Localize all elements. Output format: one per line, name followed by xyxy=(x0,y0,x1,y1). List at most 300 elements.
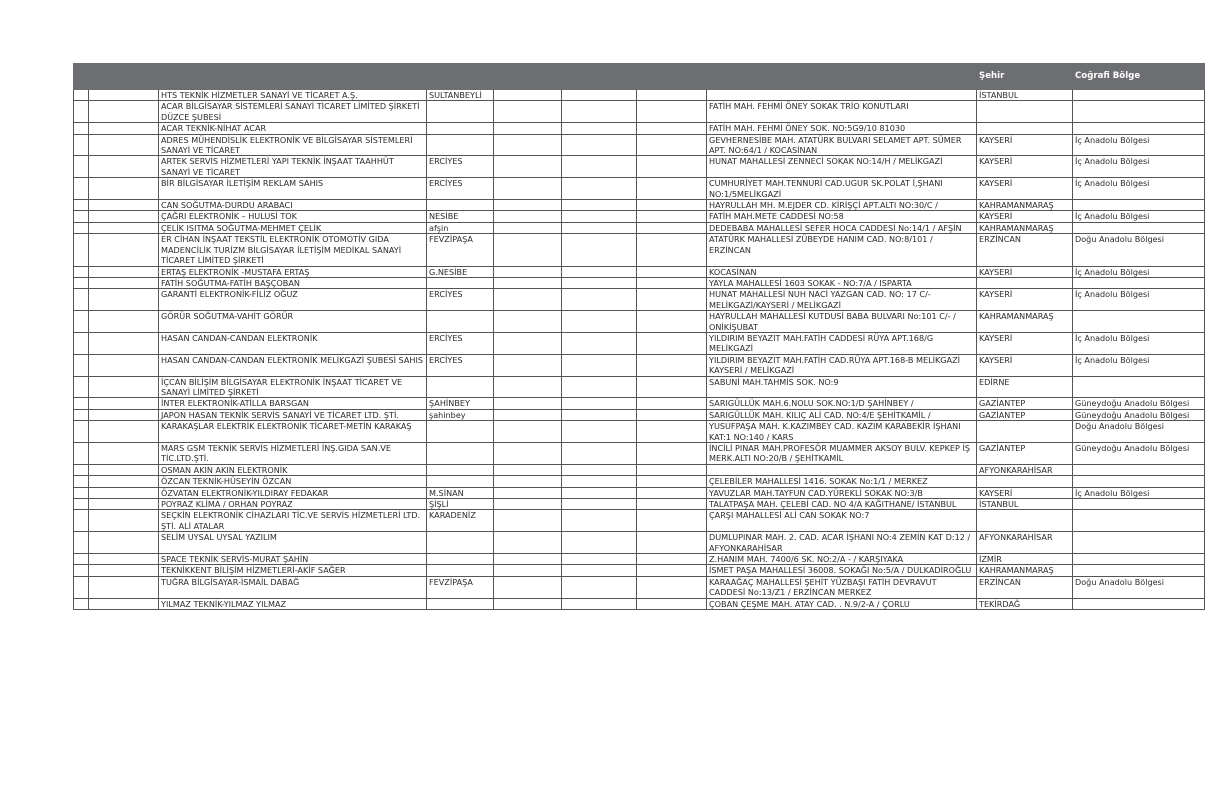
table-row xyxy=(74,200,1205,211)
cell-blank-a xyxy=(89,476,159,487)
cell-blank-d xyxy=(637,510,707,532)
cell-blank-b xyxy=(494,101,562,123)
cell-address: YILDIRIM BEYAZIT MAH.FATİH CAD.RÜYA APT.168-B MELİKGAZİ KAYSERİ / MELİKGAZİ xyxy=(707,354,977,376)
cell-region: Doğu Anadolu Bölgesi xyxy=(1073,576,1205,598)
cell-region: İç Anadolu Bölgesi xyxy=(1073,134,1205,156)
cell-company: ER CİHAN İNŞAAT TEKSTİL ELEKTRONİK OTOMOTİV GIDA MADENCİLİK TURİZM BİLGİSAYAR İLETİŞİM MEDİKAL SANAYİ TİCARET LİMİTED ŞİRKETİ xyxy=(159,234,427,266)
cell-blank-d xyxy=(637,487,707,498)
cell-blank-a xyxy=(89,332,159,354)
row-marker xyxy=(74,332,89,354)
cell-blank-a xyxy=(89,354,159,376)
table-row xyxy=(74,409,1205,420)
table-row xyxy=(74,289,1205,311)
cell-blank-b xyxy=(494,510,562,532)
cell-blank-a xyxy=(89,409,159,420)
cell-company: MARS GSM TEKNİK SERVİS HİZMETLERİ İNŞ.GIDA SAN.VE TİC.LTD.ŞTİ. xyxy=(159,443,427,465)
cell-blank-a xyxy=(89,376,159,398)
table-row xyxy=(74,234,1205,266)
cell-blank-b xyxy=(494,476,562,487)
cell-company: ACAR TEKNİK-NİHAT ACAR xyxy=(159,123,427,134)
header-row xyxy=(74,64,1205,90)
table-row xyxy=(74,464,1205,475)
cell-company: JAPON HASAN TEKNİK SERVİS SANAYİ VE TİCARET LTD. ŞTİ. xyxy=(159,409,427,420)
table-row xyxy=(74,332,1205,354)
cell-region xyxy=(1073,90,1205,101)
cell-region: İç Anadolu Bölgesi xyxy=(1073,332,1205,354)
cell-address: ÇARŞI MAHALLESİ ALİ CAN SOKAK NO:7 xyxy=(707,510,977,532)
cell-region: Doğu Anadolu Bölgesi xyxy=(1073,234,1205,266)
cell-district xyxy=(427,311,494,333)
cell-address: HAYRULLAH MH. M.EJDER CD. KİRİŞÇİ APT.ALTI NO:30/C / xyxy=(707,200,977,211)
cell-address: KARAAĞAÇ MAHALLESİ ŞEHİT YÜZBAŞI FATİH DEVRAVUT CADDESİ No:13/Z1 / ERZİNCAN MERKEZ xyxy=(707,576,977,598)
cell-region: Güneydoğu Anadolu Bölgesi xyxy=(1073,398,1205,409)
cell-address: YAYLA MAHALLESİ 1603 SOKAK - NO:7/A / ISPARTA xyxy=(707,277,977,288)
cell-blank-a xyxy=(89,598,159,609)
cell-city: İSTANBUL xyxy=(977,90,1073,101)
table-row xyxy=(74,134,1205,156)
cell-city: KAHRAMANMARAŞ xyxy=(977,565,1073,576)
cell-address: DEDEBABA MAHALLESİ SEFER HOCA CADDESİ No:14/1 / AFŞİN xyxy=(707,222,977,233)
cell-region: İç Anadolu Bölgesi xyxy=(1073,266,1205,277)
cell-blank-d xyxy=(637,332,707,354)
table-row xyxy=(74,532,1205,554)
table-row xyxy=(74,311,1205,333)
cell-region: Güneydoğu Anadolu Bölgesi xyxy=(1073,443,1205,465)
table-row xyxy=(74,598,1205,609)
cell-company: ADRES MÜHENDİSLİK ELEKTRONİK VE BİLGİSAYAR SİSTEMLERİ SANAYİ VE TİCARET xyxy=(159,134,427,156)
cell-region: İç Anadolu Bölgesi xyxy=(1073,211,1205,222)
cell-address: HAYRULLAH MAHALLESİ KUTDUSİ BABA BULVARI No:101 C/- / ONİKİŞUBAT xyxy=(707,311,977,333)
cell-company: ARTEK SERVİS HİZMETLERİ YAPI TEKNİK İNŞAAT TAAHHÜT SANAYİ VE TİCARET xyxy=(159,156,427,178)
cell-district: SULTANBEYLİ xyxy=(427,90,494,101)
cell-blank-b xyxy=(494,234,562,266)
cell-blank-a xyxy=(89,277,159,288)
cell-district xyxy=(427,554,494,565)
cell-district xyxy=(427,565,494,576)
cell-blank-d xyxy=(637,266,707,277)
cell-blank-a xyxy=(89,311,159,333)
row-marker xyxy=(74,178,89,200)
cell-city: GAZİANTEP xyxy=(977,409,1073,420)
cell-address: ÇOBAN ÇEŞME MAH. ATAY CAD. . N.9/2-A / ÇORLU xyxy=(707,598,977,609)
cell-blank-d xyxy=(637,409,707,420)
table-row xyxy=(74,178,1205,200)
cell-blank-b xyxy=(494,90,562,101)
cell-blank-c xyxy=(562,156,637,178)
cell-blank-b xyxy=(494,376,562,398)
cell-blank-b xyxy=(494,576,562,598)
cell-blank-c xyxy=(562,200,637,211)
row-marker xyxy=(74,211,89,222)
cell-blank-a xyxy=(89,266,159,277)
cell-blank-d xyxy=(637,421,707,443)
table-row xyxy=(74,398,1205,409)
cell-city: KAYSERİ xyxy=(977,211,1073,222)
cell-blank-d xyxy=(637,476,707,487)
cell-address: KOCASİNAN xyxy=(707,266,977,277)
cell-blank-d xyxy=(637,554,707,565)
cell-company: İNTER ELEKTRONİK-ATİLLA BARSGAN xyxy=(159,398,427,409)
cell-company: SPACE TEKNİK SERVİS-MURAT ŞAHİN xyxy=(159,554,427,565)
cell-address: Z.HANIM MAH. 7400/6 SK. NO:2/A - / KARŞIYAKA xyxy=(707,554,977,565)
cell-company: YILMAZ TEKNİK-YILMAZ YILMAZ xyxy=(159,598,427,609)
cell-blank-c xyxy=(562,211,637,222)
header-col-1 xyxy=(74,64,89,90)
cell-blank-c xyxy=(562,134,637,156)
table-row xyxy=(74,376,1205,398)
cell-blank-d xyxy=(637,499,707,510)
cell-blank-b xyxy=(494,421,562,443)
cell-address: SARIGÜLLÜK MAH.6.NOLU SOK.NO:1/D ŞAHİNBEY / xyxy=(707,398,977,409)
cell-blank-c xyxy=(562,101,637,123)
cell-blank-b xyxy=(494,134,562,156)
cell-blank-b xyxy=(494,266,562,277)
header-col-8 xyxy=(707,64,977,90)
cell-region: Doğu Anadolu Bölgesi xyxy=(1073,421,1205,443)
cell-city: KAYSERİ xyxy=(977,332,1073,354)
cell-district xyxy=(427,443,494,465)
cell-city: GAZİANTEP xyxy=(977,398,1073,409)
cell-blank-a xyxy=(89,200,159,211)
cell-blank-c xyxy=(562,598,637,609)
cell-region xyxy=(1073,123,1205,134)
cell-blank-a xyxy=(89,178,159,200)
cell-company: SEÇKİN ELEKTRONİK CİHAZLARI TİC.VE SERVİS HİZMETLERİ LTD. ŞTİ. ALİ ATALAR xyxy=(159,510,427,532)
cell-blank-c xyxy=(562,398,637,409)
row-marker xyxy=(74,266,89,277)
cell-blank-c xyxy=(562,443,637,465)
cell-address: CUMHURİYET MAH.TENNURİ CAD.UGUR SK.POLAT İ,ŞHANI NO:1/5MELİKGAZİ xyxy=(707,178,977,200)
cell-company: ÖZVATAN ELEKTRONİK-YILDIRAY FEDAKAR xyxy=(159,487,427,498)
cell-city: KAYSERİ xyxy=(977,354,1073,376)
cell-city: AFYONKARAHİSAR xyxy=(977,464,1073,475)
cell-city: KAYSERİ xyxy=(977,289,1073,311)
row-marker xyxy=(74,311,89,333)
table-row xyxy=(74,90,1205,101)
cell-blank-a xyxy=(89,499,159,510)
cell-blank-b xyxy=(494,222,562,233)
cell-district: ERCİYES xyxy=(427,332,494,354)
cell-blank-c xyxy=(562,311,637,333)
cell-region xyxy=(1073,464,1205,475)
cell-company: KARAKAŞLAR ELEKTRİK ELEKTRONİK TİCARET-METİN KARAKAŞ xyxy=(159,421,427,443)
header-col-2 xyxy=(89,64,159,90)
cell-blank-c xyxy=(562,476,637,487)
cell-region xyxy=(1073,200,1205,211)
cell-blank-b xyxy=(494,532,562,554)
cell-blank-c xyxy=(562,554,637,565)
cell-region xyxy=(1073,554,1205,565)
cell-address: YILDIRIM BEYAZIT MAH.FATİH CADDESİ RÜYA APT.168/G MELİKGAZİ xyxy=(707,332,977,354)
cell-company: GARANTİ ELEKTRONİK-FİLİZ OĞUZ xyxy=(159,289,427,311)
row-marker xyxy=(74,510,89,532)
cell-blank-d xyxy=(637,576,707,598)
cell-address: FATİH MAH. FEHMİ ÖNEY SOKAK TRİO KONUTLARI xyxy=(707,101,977,123)
cell-address: HUNAT MAHALLESİ NUH NACİ YAZGAN CAD. NO: 17 C/- MELİKGAZİ/KAYSERİ / MELİKGAZİ xyxy=(707,289,977,311)
cell-blank-d xyxy=(637,234,707,266)
cell-company: ÇAĞRI ELEKTRONİK – HULUSİ TOK xyxy=(159,211,427,222)
cell-city: AFYONKARAHİSAR xyxy=(977,532,1073,554)
cell-city: GAZİANTEP xyxy=(977,443,1073,465)
cell-region xyxy=(1073,311,1205,333)
cell-company: TUĞRA BİLGİSAYAR-İSMAİL DABAĞ xyxy=(159,576,427,598)
cell-blank-b xyxy=(494,499,562,510)
cell-city: İZMİR xyxy=(977,554,1073,565)
table-row xyxy=(74,266,1205,277)
table-row xyxy=(74,421,1205,443)
row-marker xyxy=(74,289,89,311)
cell-blank-a xyxy=(89,487,159,498)
table-row xyxy=(74,211,1205,222)
cell-company: GÖRÜR SOĞUTMA-VAHİT GÖRÜR xyxy=(159,311,427,333)
cell-blank-d xyxy=(637,90,707,101)
cell-district: G.NESİBE xyxy=(427,266,494,277)
row-marker xyxy=(74,123,89,134)
cell-company: BİR BİLGİSAYAR İLETİŞİM REKLAM SAHIS xyxy=(159,178,427,200)
cell-city: KAYSERİ xyxy=(977,178,1073,200)
row-marker xyxy=(74,598,89,609)
cell-company: HTS TEKNİK HİZMETLER SANAYİ VE TİCARET A.Ş. xyxy=(159,90,427,101)
cell-region xyxy=(1073,532,1205,554)
cell-blank-a xyxy=(89,554,159,565)
cell-blank-c xyxy=(562,234,637,266)
table-row xyxy=(74,476,1205,487)
row-marker xyxy=(74,409,89,420)
cell-district: ŞİŞLİ xyxy=(427,499,494,510)
cell-blank-c xyxy=(562,421,637,443)
cell-blank-d xyxy=(637,598,707,609)
cell-blank-a xyxy=(89,156,159,178)
cell-blank-a xyxy=(89,565,159,576)
cell-blank-d xyxy=(637,211,707,222)
cell-company: ACAR BİLGİSAYAR SİSTEMLERİ SANAYİ TİCARET LİMİTED ŞİRKETİ DÜZCE ŞUBESİ xyxy=(159,101,427,123)
cell-address: DUMLUPINAR MAH. 2. CAD. ACAR İŞHANI NO:4 ZEMİN KAT D:12 / AFYONKARAHİSAR xyxy=(707,532,977,554)
cell-district xyxy=(427,532,494,554)
cell-blank-d xyxy=(637,277,707,288)
cell-district xyxy=(427,476,494,487)
cell-district: KARADENİZ xyxy=(427,510,494,532)
cell-city: KAHRAMANMARAŞ xyxy=(977,222,1073,233)
cell-blank-b xyxy=(494,565,562,576)
cell-address xyxy=(707,464,977,475)
cell-address: GEVHERNESİBE MAH. ATATÜRK BULVARI SELAMET APT. SÜMER APT. NO:64/1 / KOCASİNAN xyxy=(707,134,977,156)
table-row xyxy=(74,156,1205,178)
table-row xyxy=(74,554,1205,565)
table-row xyxy=(74,487,1205,498)
cell-blank-c xyxy=(562,565,637,576)
cell-district: M.SİNAN xyxy=(427,487,494,498)
cell-address: FATİH MAH.METE CADDESİ NO:58 xyxy=(707,211,977,222)
header-col-6 xyxy=(562,64,637,90)
row-marker xyxy=(74,354,89,376)
table-row xyxy=(74,565,1205,576)
row-marker xyxy=(74,554,89,565)
header-col-3 xyxy=(159,64,427,90)
table-row xyxy=(74,101,1205,123)
row-marker xyxy=(74,576,89,598)
cell-blank-d xyxy=(637,178,707,200)
row-marker xyxy=(74,532,89,554)
row-marker xyxy=(74,476,89,487)
cell-blank-d xyxy=(637,464,707,475)
cell-region xyxy=(1073,101,1205,123)
cell-address: ÇELEBİLER MAHALLESİ 1416. SOKAK No:1/1 / MERKEZ xyxy=(707,476,977,487)
table-body xyxy=(74,90,1205,610)
cell-blank-b xyxy=(494,200,562,211)
header-cografi-bolge: Coğrafi Bölge xyxy=(1073,64,1205,90)
row-marker xyxy=(74,565,89,576)
row-marker xyxy=(74,134,89,156)
cell-blank-d xyxy=(637,565,707,576)
cell-district: afşin xyxy=(427,222,494,233)
cell-blank-a xyxy=(89,576,159,598)
cell-blank-b xyxy=(494,289,562,311)
cell-district: ERCİYES xyxy=(427,178,494,200)
cell-blank-a xyxy=(89,289,159,311)
row-marker xyxy=(74,376,89,398)
cell-district xyxy=(427,598,494,609)
row-marker xyxy=(74,277,89,288)
cell-blank-b xyxy=(494,487,562,498)
spreadsheet xyxy=(73,63,1190,610)
cell-address: YUSUFPAŞA MAH. K.KAZIMBEY CAD. KAZIM KARABEKİR İŞHANI KAT:1 NO:140 / KARS xyxy=(707,421,977,443)
cell-blank-d xyxy=(637,311,707,333)
cell-blank-b xyxy=(494,211,562,222)
table-row xyxy=(74,277,1205,288)
cell-city xyxy=(977,101,1073,123)
cell-blank-b xyxy=(494,156,562,178)
row-marker xyxy=(74,464,89,475)
header-sehir: Şehir xyxy=(977,64,1073,90)
cell-blank-c xyxy=(562,266,637,277)
cell-blank-c xyxy=(562,576,637,598)
cell-blank-b xyxy=(494,443,562,465)
cell-blank-c xyxy=(562,178,637,200)
cell-blank-a xyxy=(89,211,159,222)
cell-blank-d xyxy=(637,222,707,233)
cell-blank-b xyxy=(494,398,562,409)
cell-address: FATİH MAH. FEHMİ ÖNEY SOK. NO:5G9/10 81030 xyxy=(707,123,977,134)
cell-city: KAHRAMANMARAŞ xyxy=(977,200,1073,211)
header-col-7 xyxy=(637,64,707,90)
cell-company: HASAN CANDAN-CANDAN ELEKTRONİK xyxy=(159,332,427,354)
cell-region: İç Anadolu Bölgesi xyxy=(1073,178,1205,200)
cell-blank-a xyxy=(89,101,159,123)
row-marker xyxy=(74,200,89,211)
cell-blank-a xyxy=(89,222,159,233)
cell-district: ŞAHİNBEY xyxy=(427,398,494,409)
cell-blank-d xyxy=(637,289,707,311)
cell-district: FEVZİPAŞA xyxy=(427,234,494,266)
cell-city xyxy=(977,123,1073,134)
cell-district xyxy=(427,101,494,123)
cell-city: KAYSERİ xyxy=(977,266,1073,277)
cell-blank-b xyxy=(494,311,562,333)
row-marker xyxy=(74,90,89,101)
table-row xyxy=(74,222,1205,233)
row-marker xyxy=(74,101,89,123)
cell-company: FATİH SOĞUTMA-FATİH BAŞÇOBAN xyxy=(159,277,427,288)
row-marker xyxy=(74,398,89,409)
cell-region xyxy=(1073,598,1205,609)
cell-company: ÇELİK ISITMA SOĞUTMA-MEHMET ÇELİK xyxy=(159,222,427,233)
cell-blank-b xyxy=(494,598,562,609)
table-row xyxy=(74,443,1205,465)
cell-blank-a xyxy=(89,464,159,475)
cell-district: ERCİYES xyxy=(427,354,494,376)
row-marker xyxy=(74,443,89,465)
cell-region: İç Anadolu Bölgesi xyxy=(1073,156,1205,178)
cell-city: KAHRAMANMARAŞ xyxy=(977,311,1073,333)
cell-blank-c xyxy=(562,123,637,134)
row-marker xyxy=(74,487,89,498)
cell-blank-b xyxy=(494,354,562,376)
cell-blank-c xyxy=(562,277,637,288)
cell-address: SABUNİ MAH.TAHMİS SOK. NO:9 xyxy=(707,376,977,398)
cell-district xyxy=(427,421,494,443)
cell-blank-d xyxy=(637,354,707,376)
cell-address: TALATPAŞA MAH. ÇELEBİ CAD. NO 4/A KAĞITHANE/ İSTANBUL xyxy=(707,499,977,510)
cell-region: Güneydoğu Anadolu Bölgesi xyxy=(1073,409,1205,420)
cell-city xyxy=(977,510,1073,532)
cell-company: SELİM UYSAL UYSAL YAZILIM xyxy=(159,532,427,554)
cell-blank-d xyxy=(637,101,707,123)
cell-blank-b xyxy=(494,332,562,354)
cell-region xyxy=(1073,277,1205,288)
cell-city: İSTANBUL xyxy=(977,499,1073,510)
cell-blank-c xyxy=(562,464,637,475)
cell-city xyxy=(977,476,1073,487)
table-row xyxy=(74,510,1205,532)
cell-company: TEKNİKKENT BİLİŞİM HİZMETLERİ-AKİF SAĞER xyxy=(159,565,427,576)
row-marker xyxy=(74,421,89,443)
cell-city: KAYSERİ xyxy=(977,487,1073,498)
cell-blank-b xyxy=(494,123,562,134)
cell-company: ERTAŞ ELEKTRONİK -MUSTAFA ERTAŞ xyxy=(159,266,427,277)
cell-district xyxy=(427,200,494,211)
cell-district: ERCİYES xyxy=(427,289,494,311)
cell-district xyxy=(427,376,494,398)
cell-blank-b xyxy=(494,178,562,200)
service-table xyxy=(73,63,1205,610)
cell-blank-c xyxy=(562,532,637,554)
header-col-4 xyxy=(427,64,494,90)
cell-blank-a xyxy=(89,398,159,409)
row-marker xyxy=(74,222,89,233)
cell-company: OSMAN AKIN AKIN ELEKTRONİK xyxy=(159,464,427,475)
cell-blank-c xyxy=(562,499,637,510)
cell-company: HASAN CANDAN-CANDAN ELEKTRONİK MELİKGAZİ ŞUBESİ SAHIS xyxy=(159,354,427,376)
cell-city: ERZİNCAN xyxy=(977,234,1073,266)
cell-blank-b xyxy=(494,554,562,565)
cell-district xyxy=(427,464,494,475)
table-row xyxy=(74,499,1205,510)
cell-blank-a xyxy=(89,421,159,443)
cell-city: KAYSERİ xyxy=(977,156,1073,178)
cell-blank-a xyxy=(89,123,159,134)
cell-district xyxy=(427,277,494,288)
cell-blank-c xyxy=(562,90,637,101)
cell-city: KAYSERİ xyxy=(977,134,1073,156)
cell-district: FEVZİPAŞA xyxy=(427,576,494,598)
cell-city: EDİRNE xyxy=(977,376,1073,398)
cell-blank-c xyxy=(562,376,637,398)
cell-address xyxy=(707,90,977,101)
cell-region: İç Anadolu Bölgesi xyxy=(1073,487,1205,498)
cell-company: CAN SOĞUTMA-DURDU ARABACI xyxy=(159,200,427,211)
cell-blank-b xyxy=(494,464,562,475)
cell-blank-a xyxy=(89,234,159,266)
